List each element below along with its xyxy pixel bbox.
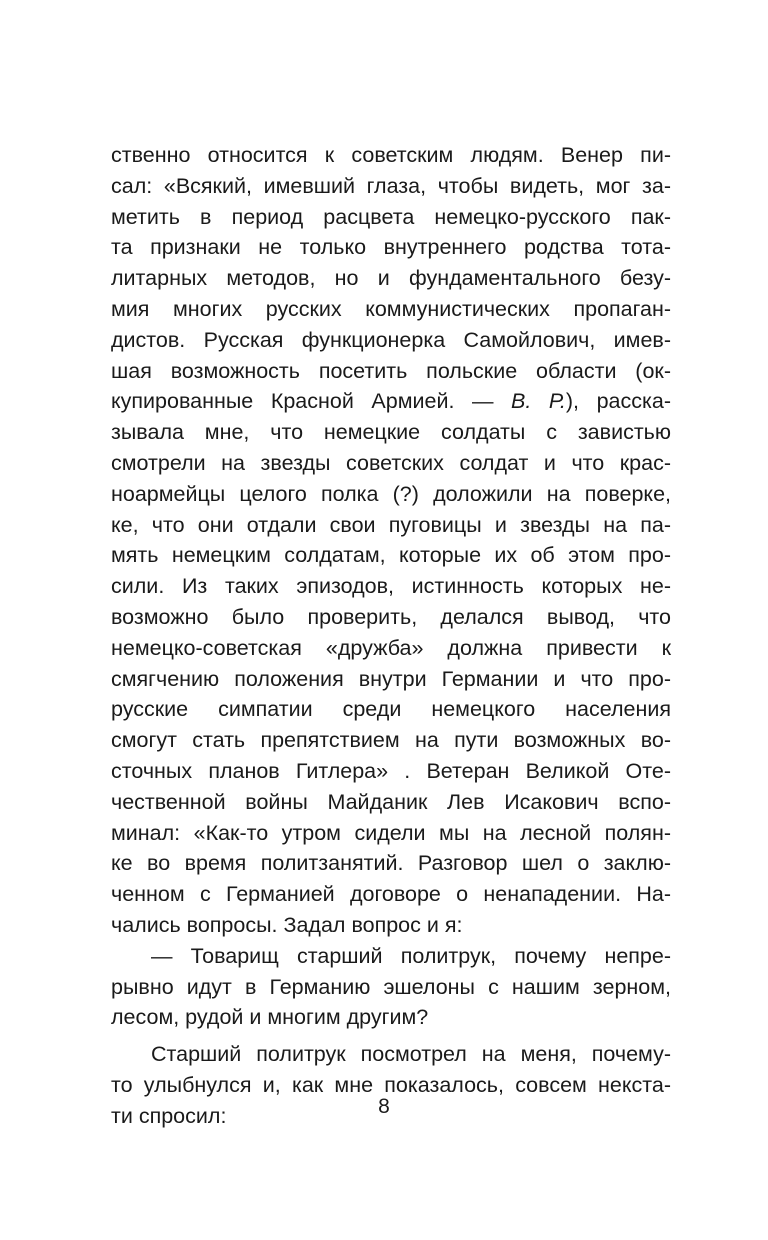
- text-line: смогут стать препятствием на пути возможных во-: [111, 728, 671, 753]
- text-line: мять немецким солдатам, которые их об этом про-: [111, 543, 671, 568]
- text-line: смягчению положения внутри Германии и что про-: [111, 666, 671, 691]
- text-line: мия многих русских коммунистических пропаган-: [111, 296, 671, 321]
- text-line: немецко-советская «дружба» должна привести к: [111, 635, 671, 660]
- text-line: ке во время политзанятий. Разговор шел о заклю-: [111, 851, 671, 876]
- text-line: дистов. Русская функционерка Самойлович, имев-: [111, 327, 671, 352]
- text-line: ченном с Германией договоре о ненападении. На-: [111, 882, 671, 907]
- text-line: зывала мне, что немецкие солдаты с завистью: [111, 420, 671, 445]
- text-line: — Товарищ старший политрук, почему непре-: [151, 943, 671, 968]
- text-line: русские симпатии среди немецкого населения: [111, 697, 671, 722]
- text-line: чались вопросы. Задал вопрос и я:: [111, 912, 463, 937]
- text-line: сили. Из таких эпизодов, истинность которых не-: [111, 574, 671, 599]
- text-line: шая возможность посетить польские области (ок-: [111, 358, 671, 383]
- paragraph-1: [111, 140, 671, 941]
- text-line: смотрели на звезды советских солдат и что крас-: [111, 450, 671, 475]
- text-line: лесом, рудой и многим другим?: [111, 1005, 429, 1030]
- text-line: метить в период расцвета немецко-русского пак-: [111, 204, 671, 229]
- paragraph-2-dialogue: [111, 941, 671, 1033]
- page-number: 8: [378, 1095, 390, 1118]
- text-line: рывно идут в Германию эшелоны с нашим зерном,: [111, 974, 671, 999]
- text-line: то улыбнулся и, как мне показалось, совсем некста-: [111, 1072, 671, 1097]
- text-line: ственно относится к советским людям. Венер пи-: [111, 143, 671, 167]
- text-line: ти спросил:: [111, 1103, 227, 1128]
- text-line: ке, что они отдали свои пуговицы и звезды на па-: [111, 512, 671, 537]
- text-line: литарных методов, но и фундаментального безу-: [111, 266, 671, 291]
- text-line: ноармейцы целого полка (?) доложили на поверке,: [111, 481, 671, 506]
- text-line: сточных планов Гитлера» . Ветеран Великой Оте-: [111, 758, 671, 783]
- body-text: [111, 140, 671, 1132]
- text-line: сал: «Всякий, имевший глаза, чтобы видеть, мог за-: [111, 173, 671, 198]
- text-segment: ), расска-: [565, 389, 671, 414]
- text-line-with-initials: [111, 386, 671, 417]
- text-segment: купированные Красной Армией. —: [111, 389, 512, 414]
- text-line: минал: «Как-то утром сидели мы на лесной полян-: [111, 820, 671, 845]
- text-line: та признаки не только внутреннего родства тота-: [111, 235, 671, 260]
- text-line: чественной войны Майданик Лев Исакович вспо-: [111, 789, 671, 814]
- text-line: возможно было проверить, делался вывод, что: [111, 604, 671, 629]
- text-line: Старший политрук посмотрел на меня, почему-: [151, 1042, 671, 1067]
- author-initials: В. Р.: [511, 389, 566, 414]
